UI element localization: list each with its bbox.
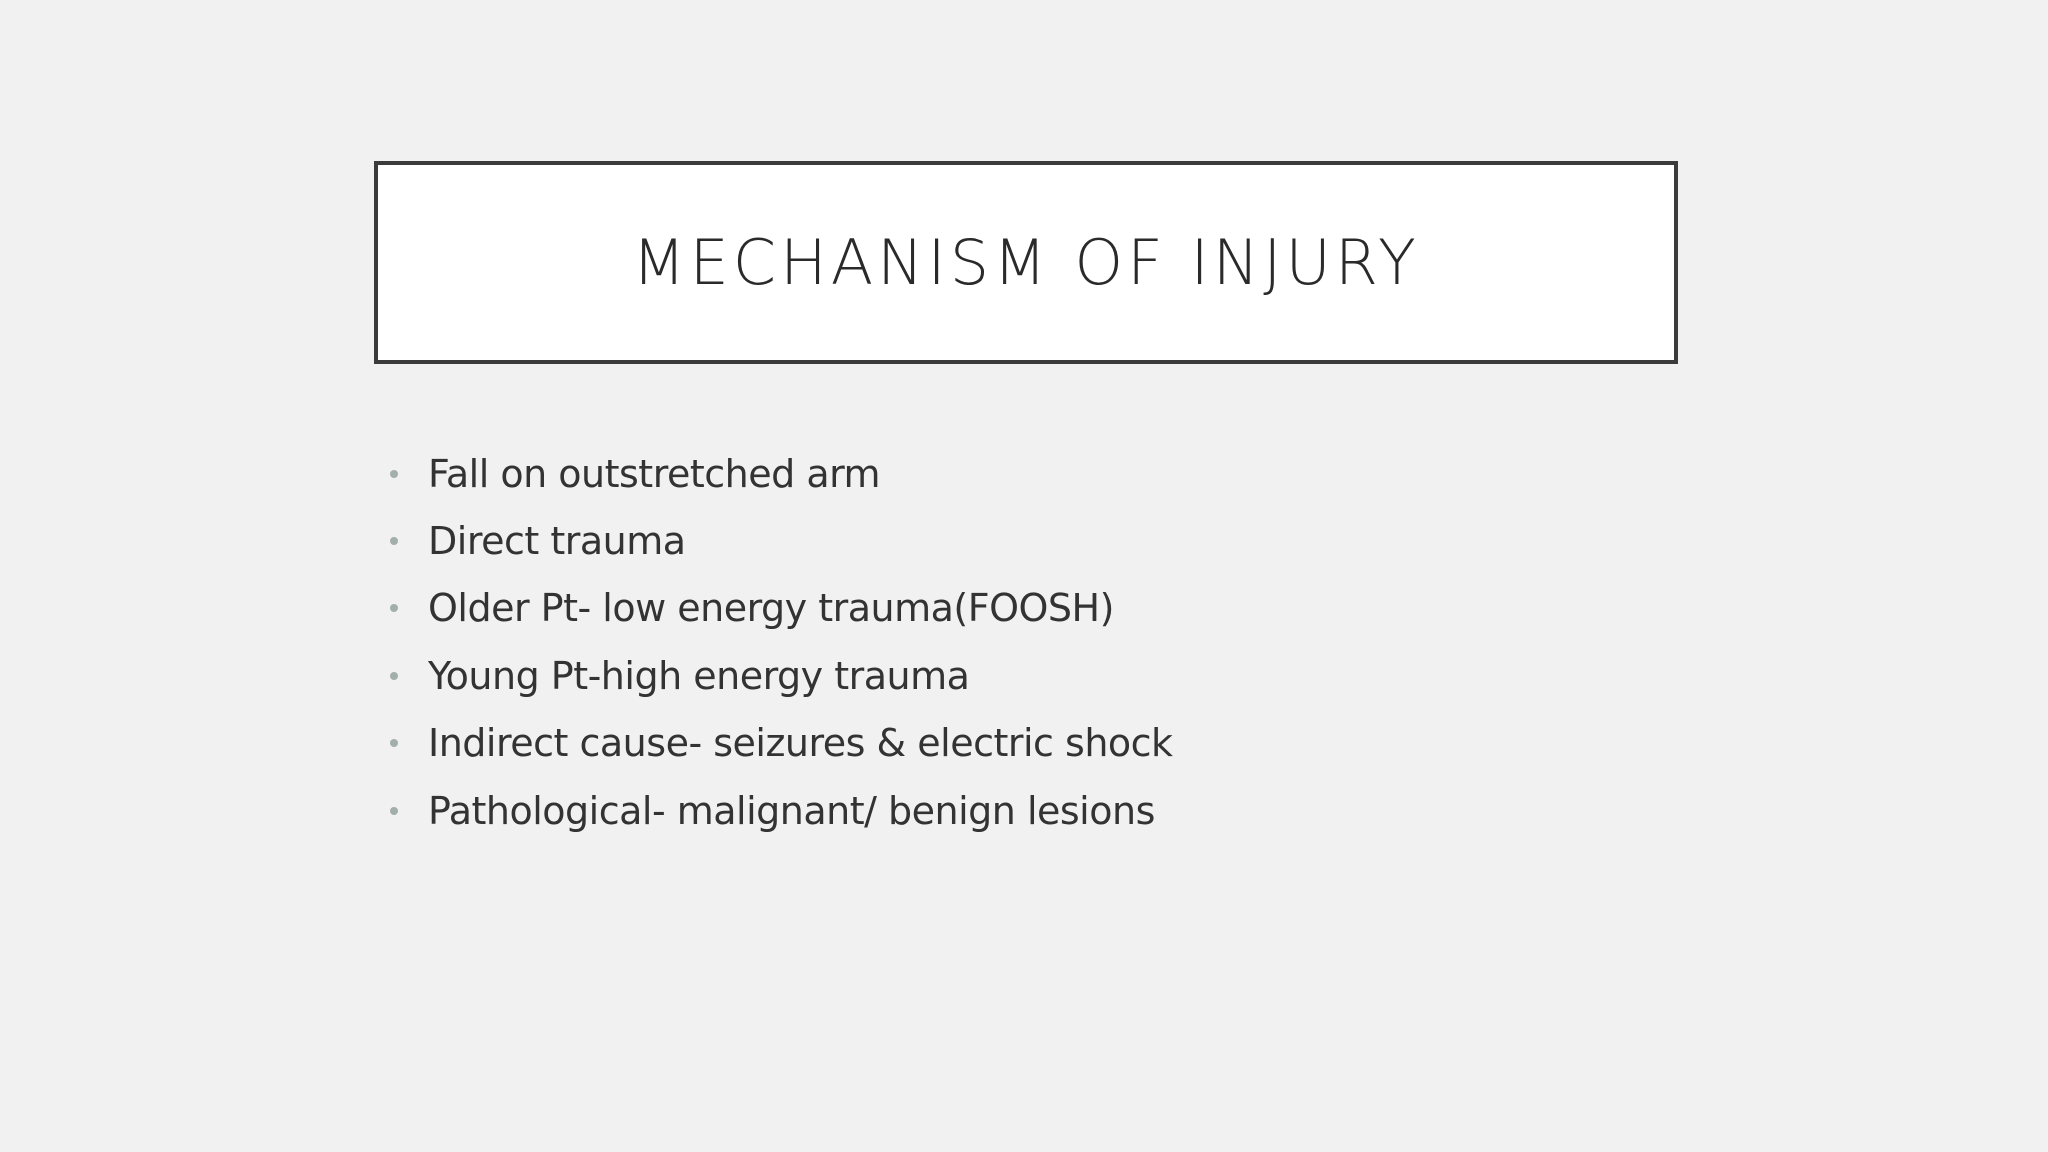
bullet-list (388, 440, 1173, 844)
bullet-item (388, 440, 1173, 507)
bullet-marker-icon (390, 807, 398, 815)
bullet-marker-icon (390, 672, 398, 680)
slide-title: MECHANISM OF INJURY (632, 225, 1420, 299)
bullet-text: Fall on outstretched arm (428, 451, 881, 496)
bullet-marker-icon (390, 604, 398, 612)
bullet-text: Direct trauma (428, 519, 686, 564)
bullet-marker-icon (390, 537, 398, 545)
bullet-text: Pathological- malignant/ benign lesions (428, 788, 1155, 833)
bullet-text: Indirect cause- seizures & electric shock (428, 721, 1173, 766)
bullet-item (388, 777, 1173, 844)
title-box (374, 161, 1678, 364)
bullet-item (388, 710, 1173, 777)
bullet-text: Young Pt-high energy trauma (428, 653, 970, 698)
bullet-item (388, 507, 1173, 574)
bullet-item (388, 575, 1173, 642)
bullet-marker-icon (390, 470, 398, 478)
bullet-marker-icon (390, 739, 398, 747)
bullet-item (388, 642, 1173, 709)
bullet-text: Older Pt- low energy trauma(FOOSH) (428, 586, 1114, 631)
